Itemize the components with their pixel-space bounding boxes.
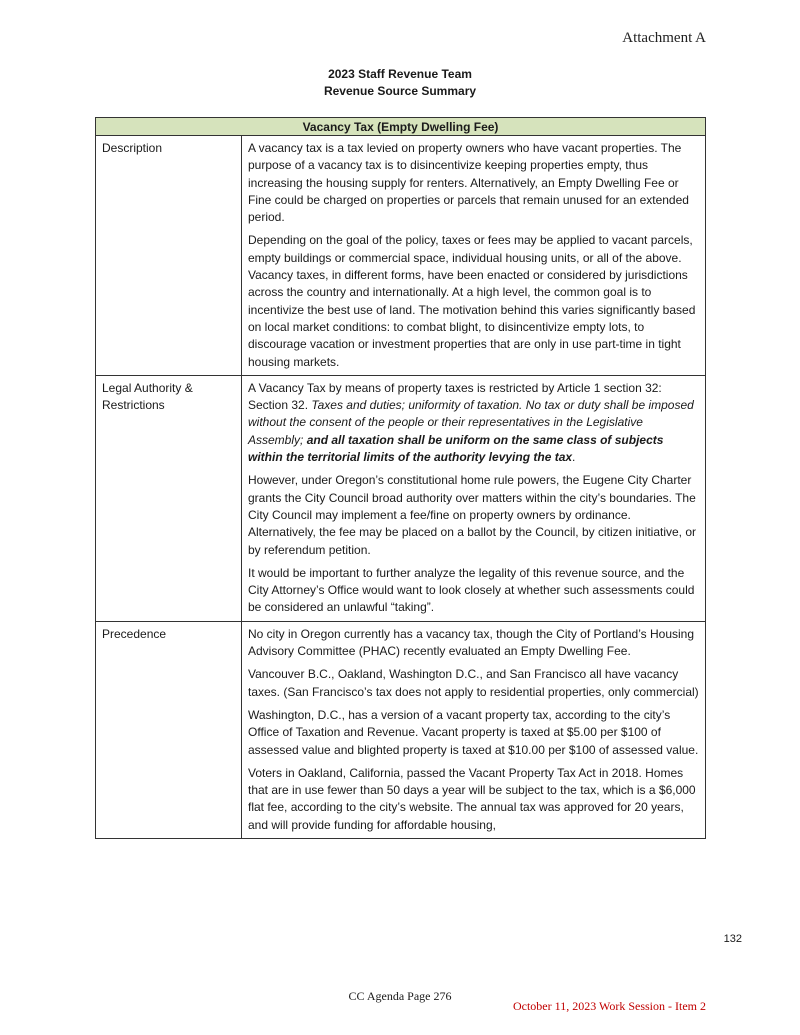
row-content-description <box>242 136 706 376</box>
table-row-precedence <box>96 621 706 838</box>
legal-bold-italic-text: and all taxation shall be uniform on the same class of subjects within the territorial limits of the authority levying the tax <box>248 432 664 465</box>
legal-italic-text: Taxes and duties; uniformity of taxation. No tax or duty shall be imposed without the consent of the people or their representatives in the Legislative Assembly; <box>248 398 694 447</box>
work-session-label: October 11, 2023 Work Session - Item 2 <box>512 999 706 1013</box>
paragraph: A vacancy tax is a tax levied on property owners who have vacant properties. The purpose of a vacancy tax is to disincentivize keeping properties empty, thus increasing the housing supply for renters. Alternatively, an Empty Dwelling Fee or Fine could be charged on properties or parcels that remain unused for an extended period. <box>248 141 689 225</box>
row-label-precedence: Precedence <box>96 621 242 838</box>
table-heading: Vacancy Tax (Empty Dwelling Fee) <box>96 118 706 136</box>
paragraph: Washington, D.C., has a version of a vacant property tax, according to the city’s Office of Taxation and Revenue. Vacant property is taxed at $5.00 per $100 of assessed value and blighted property is taxed at $10.00 per $100 of assessed value. <box>248 707 699 757</box>
row-content-legal-authority <box>242 375 706 621</box>
row-label-description: Description <box>96 136 242 376</box>
legal-quote-paragraph <box>248 380 699 466</box>
page-number: 132 <box>723 933 742 945</box>
revenue-source-table <box>95 117 706 839</box>
legal-intro-text: A Vacancy Tax by means of property taxes is restricted by Article 1 section 32: Section 32. <box>248 380 662 413</box>
paragraph: However, under Oregon’s constitutional home rule powers, the Eugene City Charter grants the City Council broad authority over matters within the city’s boundaries. The City Council may implement a fee/fine on property owners by ordinance. Alternatively, the fee may be placed on a ballot by the Council, by citizen initiative, or by referendum petition. <box>248 473 697 557</box>
paragraph: Vancouver B.C., Oakland, Washington D.C., and San Francisco all have vacancy taxes. (San Francisco’s tax does not apply to residential properties, only commercial) <box>248 667 699 699</box>
document-title <box>0 66 800 100</box>
title-line-2: Revenue Source Summary <box>323 84 477 98</box>
paragraph: Depending on the goal of the policy, taxes or fees may be applied to vacant parcels, empty buildings or commercial space, individual housing units, or all of the above. Vacancy taxes, in different forms, have been enacted or considered by jurisdictions across the country and internationally. At a high level, the common goal is to incentivize the best use of land. The motivation behind this varies significantly based on local market conditions: to combat blight, to disincentivize empty lots, to discourage vacation or investment properties that are only in use part-time in tight housing markets. <box>248 233 696 369</box>
paragraph: It would be important to further analyze the legality of this revenue source, and the City Attorney’s Office would want to look closely at whether such assessments could be considered an unlawful “taking”. <box>248 565 695 615</box>
attachment-label: Attachment A <box>622 30 706 46</box>
title-line-1: 2023 Staff Revenue Team <box>328 67 472 81</box>
table-row-description <box>96 136 706 376</box>
legal-end-text: . <box>572 450 576 465</box>
row-label-legal-authority: Legal Authority & Restrictions <box>96 375 242 621</box>
agenda-page-label: CC Agenda Page 276 <box>348 989 452 1003</box>
table-row-legal-authority <box>96 375 706 621</box>
row-content-precedence <box>242 621 706 838</box>
paragraph: No city in Oregon currently has a vacancy tax, though the City of Portland’s Housing Advisory Committee (PHAC) recently evaluated an Empty Dwelling Fee. <box>248 626 695 659</box>
paragraph: Voters in Oakland, California, passed the Vacant Property Tax Act in 2018. Homes that are in use fewer than 50 days a year will be subject to the tax, which is a $6,000 flat fee, according to the city’s website. The annual tax was approved for 20 years, and will provide funding for affordable housing, <box>248 765 696 832</box>
